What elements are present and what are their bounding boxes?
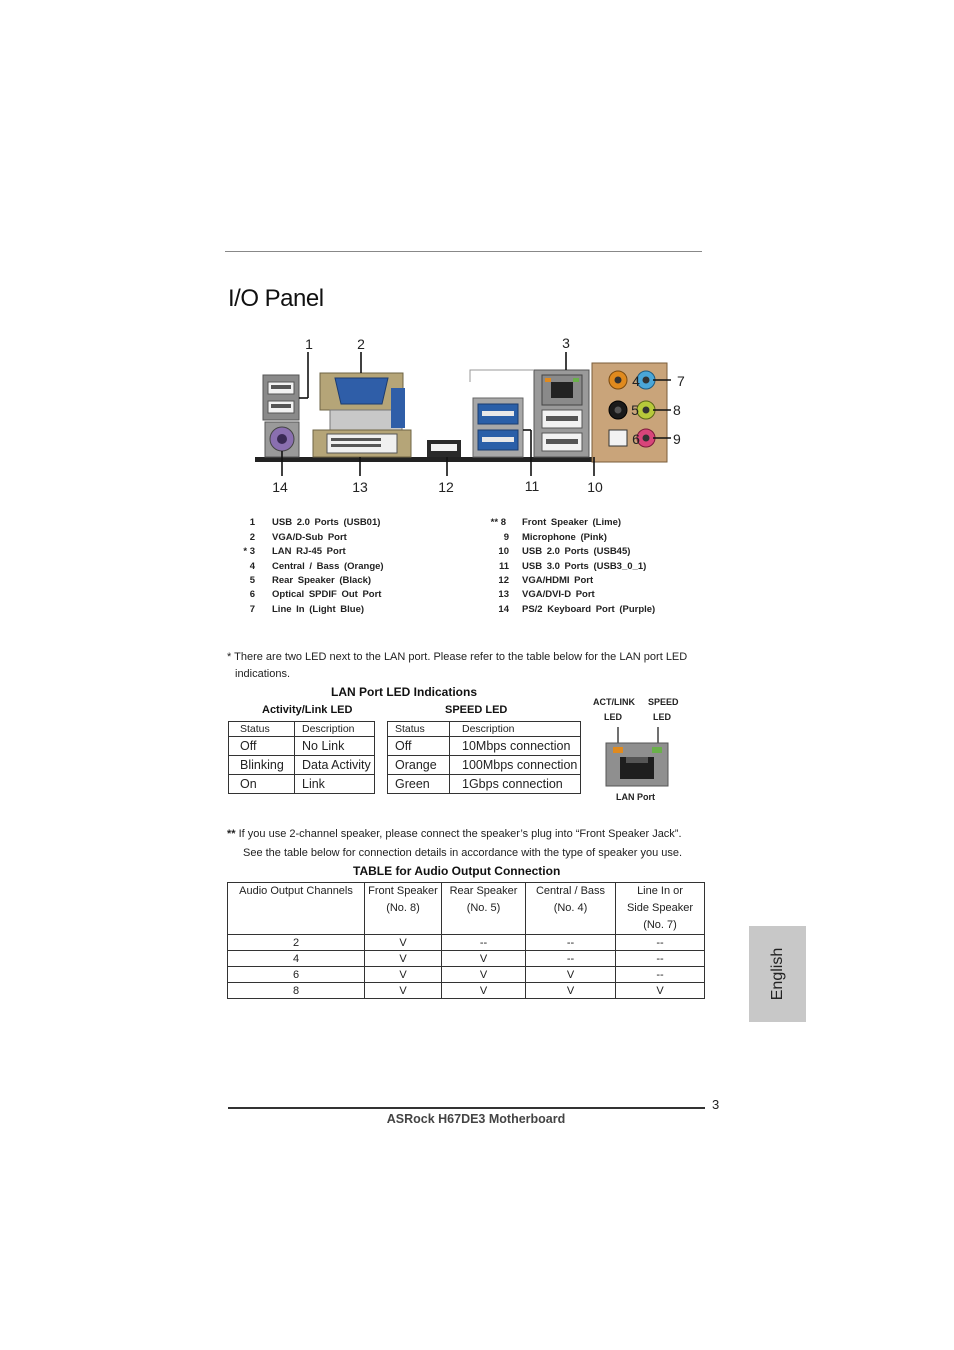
usb3-ports bbox=[473, 398, 523, 457]
lan-note-line2: indications. bbox=[235, 668, 291, 680]
table-cell: -- bbox=[616, 951, 705, 967]
table-cell: V bbox=[442, 983, 526, 999]
footer-rule bbox=[228, 1107, 705, 1109]
page-title: I/O Panel bbox=[228, 285, 324, 312]
table-cell: -- bbox=[442, 935, 526, 951]
table-cell: 2 bbox=[228, 935, 365, 951]
table-row: Blinking Data Activity bbox=[229, 756, 375, 775]
table-cell: V bbox=[442, 951, 526, 967]
callout-6: 6 bbox=[632, 431, 640, 447]
speaker-note-marker: ** bbox=[227, 828, 236, 840]
io-panel-diagram bbox=[255, 330, 695, 505]
table-cell: -- bbox=[526, 935, 616, 951]
header-channels: Audio Output Channels bbox=[228, 883, 365, 935]
usb2-ports-usb01 bbox=[263, 375, 299, 420]
table-cell: -- bbox=[616, 935, 705, 951]
speaker-note-line2: See the table below for connection details in accordance with the type of speaker you use. bbox=[243, 847, 683, 859]
audio-table-title: TABLE for Audio Output Connection bbox=[353, 864, 561, 878]
lan-port-label: LAN Port bbox=[616, 792, 655, 802]
callout-7: 7 bbox=[677, 373, 685, 389]
lan-note-line1: * There are two LED next to the LAN port. Please refer to the table below for the LAN port LED bbox=[227, 651, 688, 663]
speaker-note-line1: ** If you use 2-channel speaker, please connect the speaker’s plug into “Front Speaker Jack”. bbox=[227, 828, 682, 840]
language-tab-label: English bbox=[768, 947, 786, 1001]
header-central: Central / Bass (No. 4) bbox=[526, 883, 616, 935]
callout-2: 2 bbox=[357, 336, 365, 352]
lan-led-heading: LAN Port LED Indications bbox=[331, 685, 478, 699]
table-cell: -- bbox=[616, 967, 705, 983]
table-row: Green 1Gbps connection bbox=[388, 775, 581, 794]
callout-14: 14 bbox=[272, 479, 288, 495]
table-cell: 4 bbox=[228, 951, 365, 967]
header-line-in: Line In or Side Speaker (No. 7) bbox=[616, 883, 705, 935]
activity-led-table bbox=[228, 721, 375, 794]
callout-9: 9 bbox=[673, 431, 681, 447]
table-row bbox=[228, 951, 705, 967]
table-cell: -- bbox=[526, 951, 616, 967]
table-cell: V bbox=[442, 967, 526, 983]
col-status: Status bbox=[388, 722, 450, 737]
callout-10: 10 bbox=[587, 479, 603, 495]
callout-12: 12 bbox=[438, 479, 454, 495]
callout-5: 5 bbox=[631, 402, 639, 418]
act-link-label: ACT/LINK bbox=[593, 697, 635, 707]
col-description: Description bbox=[295, 722, 375, 737]
footer-text: ASRock H67DE3 Motherboard bbox=[386, 1112, 566, 1126]
col-status: Status bbox=[229, 722, 295, 737]
header-front: Front Speaker (No. 8) bbox=[365, 883, 442, 935]
callout-13: 13 bbox=[352, 479, 368, 495]
table-cell: 6 bbox=[228, 967, 365, 983]
table-row: Off 10Mbps connection bbox=[388, 737, 581, 756]
callout-8: 8 bbox=[673, 402, 681, 418]
speed-led-table bbox=[387, 721, 581, 794]
callout-11: 11 bbox=[524, 478, 540, 494]
vga-dsub-port bbox=[320, 373, 405, 430]
callout-1: 1 bbox=[305, 336, 313, 352]
table-cell: V bbox=[365, 983, 442, 999]
hdmi-port bbox=[427, 440, 461, 457]
act-link-led-label: LED bbox=[604, 712, 622, 722]
table-cell: V bbox=[616, 983, 705, 999]
speed-label: SPEED bbox=[648, 697, 679, 707]
col-description: Description bbox=[450, 722, 581, 737]
language-tab bbox=[749, 926, 806, 1022]
speed-led-label: LED bbox=[653, 712, 671, 722]
table-row: Off No Link bbox=[229, 737, 375, 756]
lan-and-usb45-ports bbox=[534, 370, 589, 457]
callout-4: 4 bbox=[632, 373, 640, 389]
table-cell: V bbox=[526, 983, 616, 999]
vga-dvid-port bbox=[313, 430, 411, 457]
table-cell: V bbox=[365, 951, 442, 967]
header-rear: Rear Speaker (No. 5) bbox=[442, 883, 526, 935]
table-row bbox=[228, 967, 705, 983]
table-row bbox=[228, 983, 705, 999]
table-cell: V bbox=[365, 967, 442, 983]
table-cell: V bbox=[365, 935, 442, 951]
table-row: On Link bbox=[229, 775, 375, 794]
speed-led-title: SPEED LED bbox=[445, 704, 508, 716]
callout-3: 3 bbox=[562, 335, 570, 351]
top-rule bbox=[225, 251, 702, 252]
table-row: Orange 100Mbps connection bbox=[388, 756, 581, 775]
audio-output-table bbox=[227, 882, 705, 999]
lan-port-icon bbox=[604, 727, 670, 789]
table-cell: V bbox=[526, 967, 616, 983]
table-row bbox=[228, 935, 705, 951]
audio-jacks bbox=[592, 363, 667, 462]
activity-led-title: Activity/Link LED bbox=[262, 704, 353, 716]
page-number: 3 bbox=[712, 1097, 720, 1112]
table-cell: 8 bbox=[228, 983, 365, 999]
